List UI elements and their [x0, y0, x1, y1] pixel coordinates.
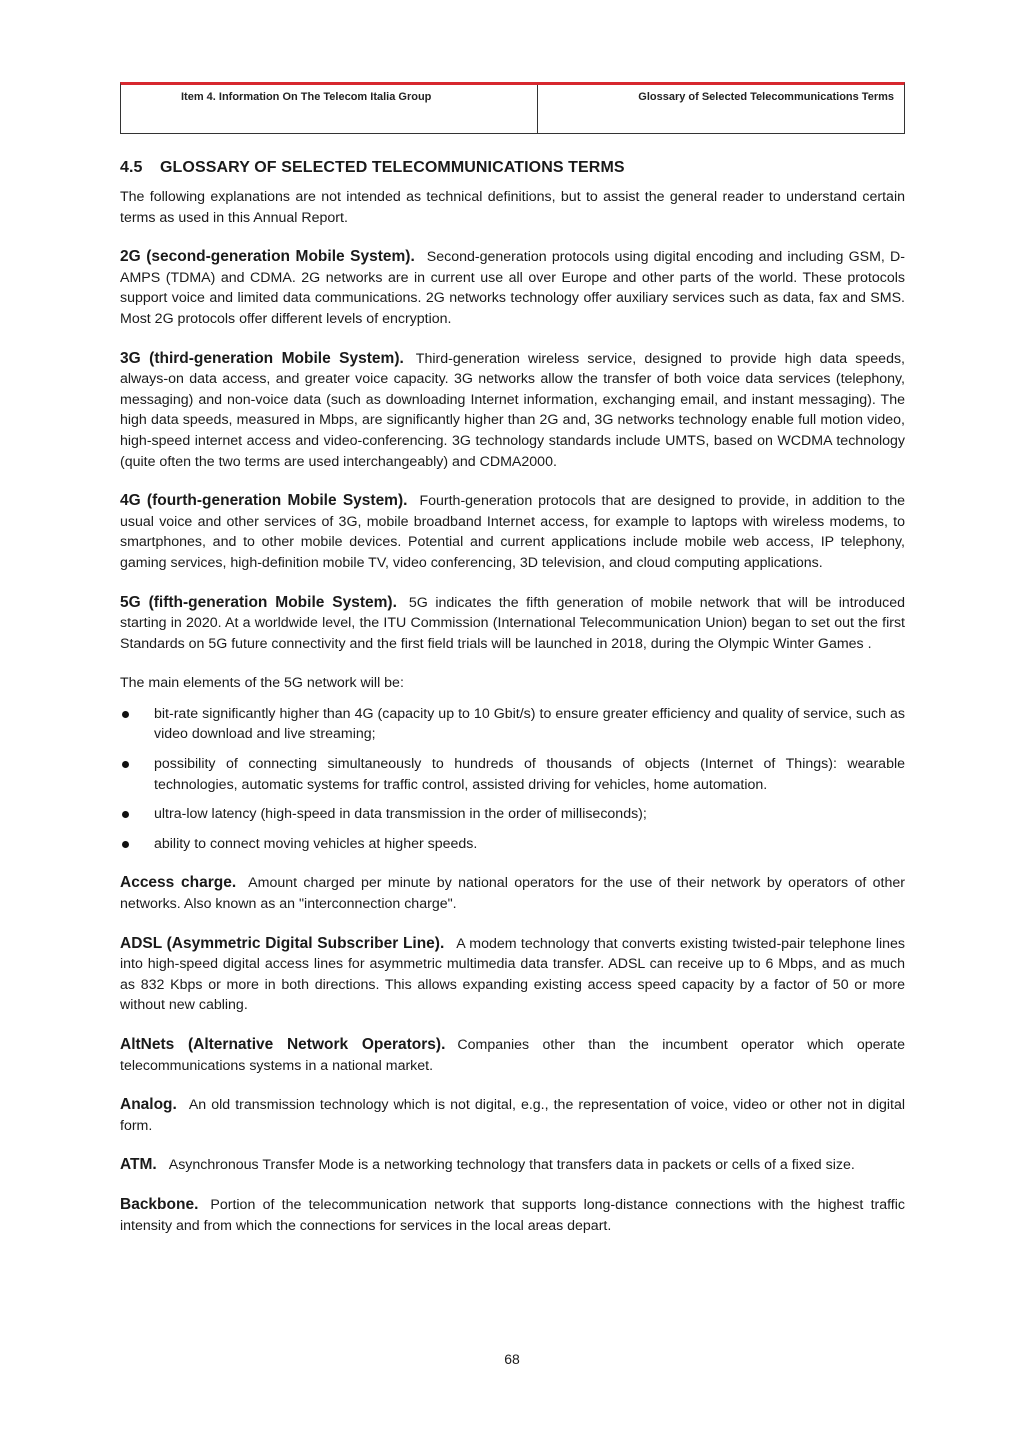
list-item-text: bit-rate significantly higher than 4G (capacity up to 10 Gbit/s) to ensure greater efficiency and quality of service, such as video download and live streaming; — [154, 705, 905, 743]
bullet-icon — [122, 711, 129, 718]
glossary-definition: Companies other than the incumbent operator which operate telecommunications systems in a national market. — [120, 1037, 905, 1074]
section-title-text: GLOSSARY OF SELECTED TELECOMMUNICATIONS TERMS — [160, 159, 625, 176]
five-g-elements-intro: The main elements of the 5G network will be: — [120, 675, 404, 692]
list-item-text: ability to connect moving vehicles at higher speeds. — [154, 835, 478, 852]
bullet-icon — [122, 761, 129, 768]
glossary-entries-before — [120, 247, 905, 654]
list-item — [120, 804, 905, 825]
glossary-definition: 5G indicates the fifth generation of mobile network that will be introduced starting in 2020. At a worldwide level, the ITU Commission (International Telecommunication Union) began to set out the first Standards on 5G future connectivity and the first field trials will be launched in 2018, during the Olympic Winter Games . — [120, 594, 905, 652]
glossary-term: 4G (fourth-generation Mobile System). — [120, 492, 408, 510]
glossary-term: Analog. — [120, 1096, 177, 1114]
glossary-definition: Fourth-generation protocols that are designed to provide, in addition to the usual voice and other services of 3G, mobile broadband Internet access, for example to laptops with wireless modems, to smartphones, and to other mobile devices. Potential and current applications include mobile web access, IP telephony, gaming services, high-definition mobile TV, video conferencing, 3D television, and cloud computing applications. — [120, 493, 905, 571]
page-content — [120, 159, 905, 1255]
glossary-term: 2G (second-generation Mobile System). — [120, 248, 415, 266]
glossary-definition: A modem technology that converts existing twisted-pair telephone lines into high-speed digital access lines for asymmetric multimedia data transfer. ADSL can receive up to 6 Mbps, and as much as 832 Kbps or more in both directions. This allows expanding existing access speed capacity by a factor of 50 or more without new cabling. — [120, 935, 905, 1014]
bullet-icon — [122, 841, 129, 848]
list-item-text: ultra-low latency (high-speed in data transmission in the order of milliseconds); — [154, 806, 647, 823]
glossary-entry-adsl — [120, 934, 905, 1016]
section-number: 4.5 — [120, 159, 143, 176]
glossary-term: Access charge. — [120, 874, 237, 892]
list-item — [120, 834, 905, 855]
glossary-entry-5g — [120, 593, 905, 655]
glossary-term: Backbone. — [120, 1195, 199, 1213]
five-g-elements-list — [120, 704, 905, 855]
glossary-term: AltNets (Alternative Network Operators). — [120, 1036, 446, 1053]
bullet-icon — [122, 811, 129, 818]
glossary-definition: Portion of the telecommunication network that supports long-distance connections with the highest traffic intensity and from which the connections for services in the local areas depart. — [120, 1196, 905, 1234]
glossary-term: ATM. — [120, 1156, 157, 1174]
glossary-term: 3G (third-generation Mobile System). — [120, 349, 404, 367]
glossary-definition: Asynchronous Transfer Mode is a networking technology that transfers data in packets or cells of a fixed size. — [168, 1157, 855, 1174]
list-item — [120, 754, 905, 795]
list-item — [120, 704, 905, 745]
glossary-entry-altnets — [120, 1035, 905, 1076]
glossary-definition: Second-generation protocols using digital encoding and including GSM, D-AMPS (TDMA) and CDMA. 2G networks are in current use all over Europe and other parts of the world. These protocols support voice and limited data communications. 2G networks technology offer auxiliary services such as data, fax and SMS. Most 2G protocols offer different levels of encryption. — [120, 249, 905, 327]
glossary-definition: An old transmission technology which is not digital, e.g., the representation of voice, video or other not in digital form. — [120, 1097, 905, 1134]
glossary-entry-backbone — [120, 1195, 905, 1236]
header-chapter-label: Item 4. Information On The Telecom Italia Group — [121, 85, 538, 133]
running-header — [120, 82, 905, 134]
list-item-text: possibility of connecting simultaneously to hundreds of thousands of objects (Internet of Things): wearable technologies, automatic systems for traffic control, assisted driving for vehicles, home automation. — [154, 756, 905, 793]
glossary-definition: Amount charged per minute by national operators for the use of their network by operators of other networks. Also known as an "interconnection charge". — [120, 875, 905, 913]
page-number: 68 — [504, 1351, 520, 1367]
glossary-entry-4g — [120, 491, 905, 573]
section-title — [120, 159, 905, 177]
glossary-entry-access-charge — [120, 873, 905, 914]
glossary-definition: Third-generation wireless service, designed to provide high data speeds, always-on data access, and greater voice capacity. 3G networks allow the transfer of both voice data services (telephony, messaging) and non-voice data (such as downloading Internet information, exchanging email, and instant messaging). The high data speeds, measured in Mbps, are significantly higher than 2G and, 3G networks technology enable full motion video, high-speed internet access and video-conferencing. 3G technology standards include UMTS, based on WCDMA technology (quite often the two terms are used interchangeably) and CDMA2000. — [120, 350, 905, 470]
header-section-label: Glossary of Selected Telecommunications Terms — [638, 91, 894, 103]
glossary-entry-analog — [120, 1095, 905, 1136]
glossary-entry-3g — [120, 349, 905, 473]
glossary-entry-atm — [120, 1155, 905, 1176]
glossary-entries-after — [120, 873, 905, 1236]
glossary-entry-2g — [120, 247, 905, 329]
glossary-term: ADSL (Asymmetric Digital Subscriber Line). — [120, 934, 445, 952]
glossary-term: 5G (fifth-generation Mobile System). — [120, 593, 397, 611]
section-intro: The following explanations are not intended as technical definitions, but to assist the general reader to understand certain terms as used in this Annual Report. — [120, 189, 905, 226]
